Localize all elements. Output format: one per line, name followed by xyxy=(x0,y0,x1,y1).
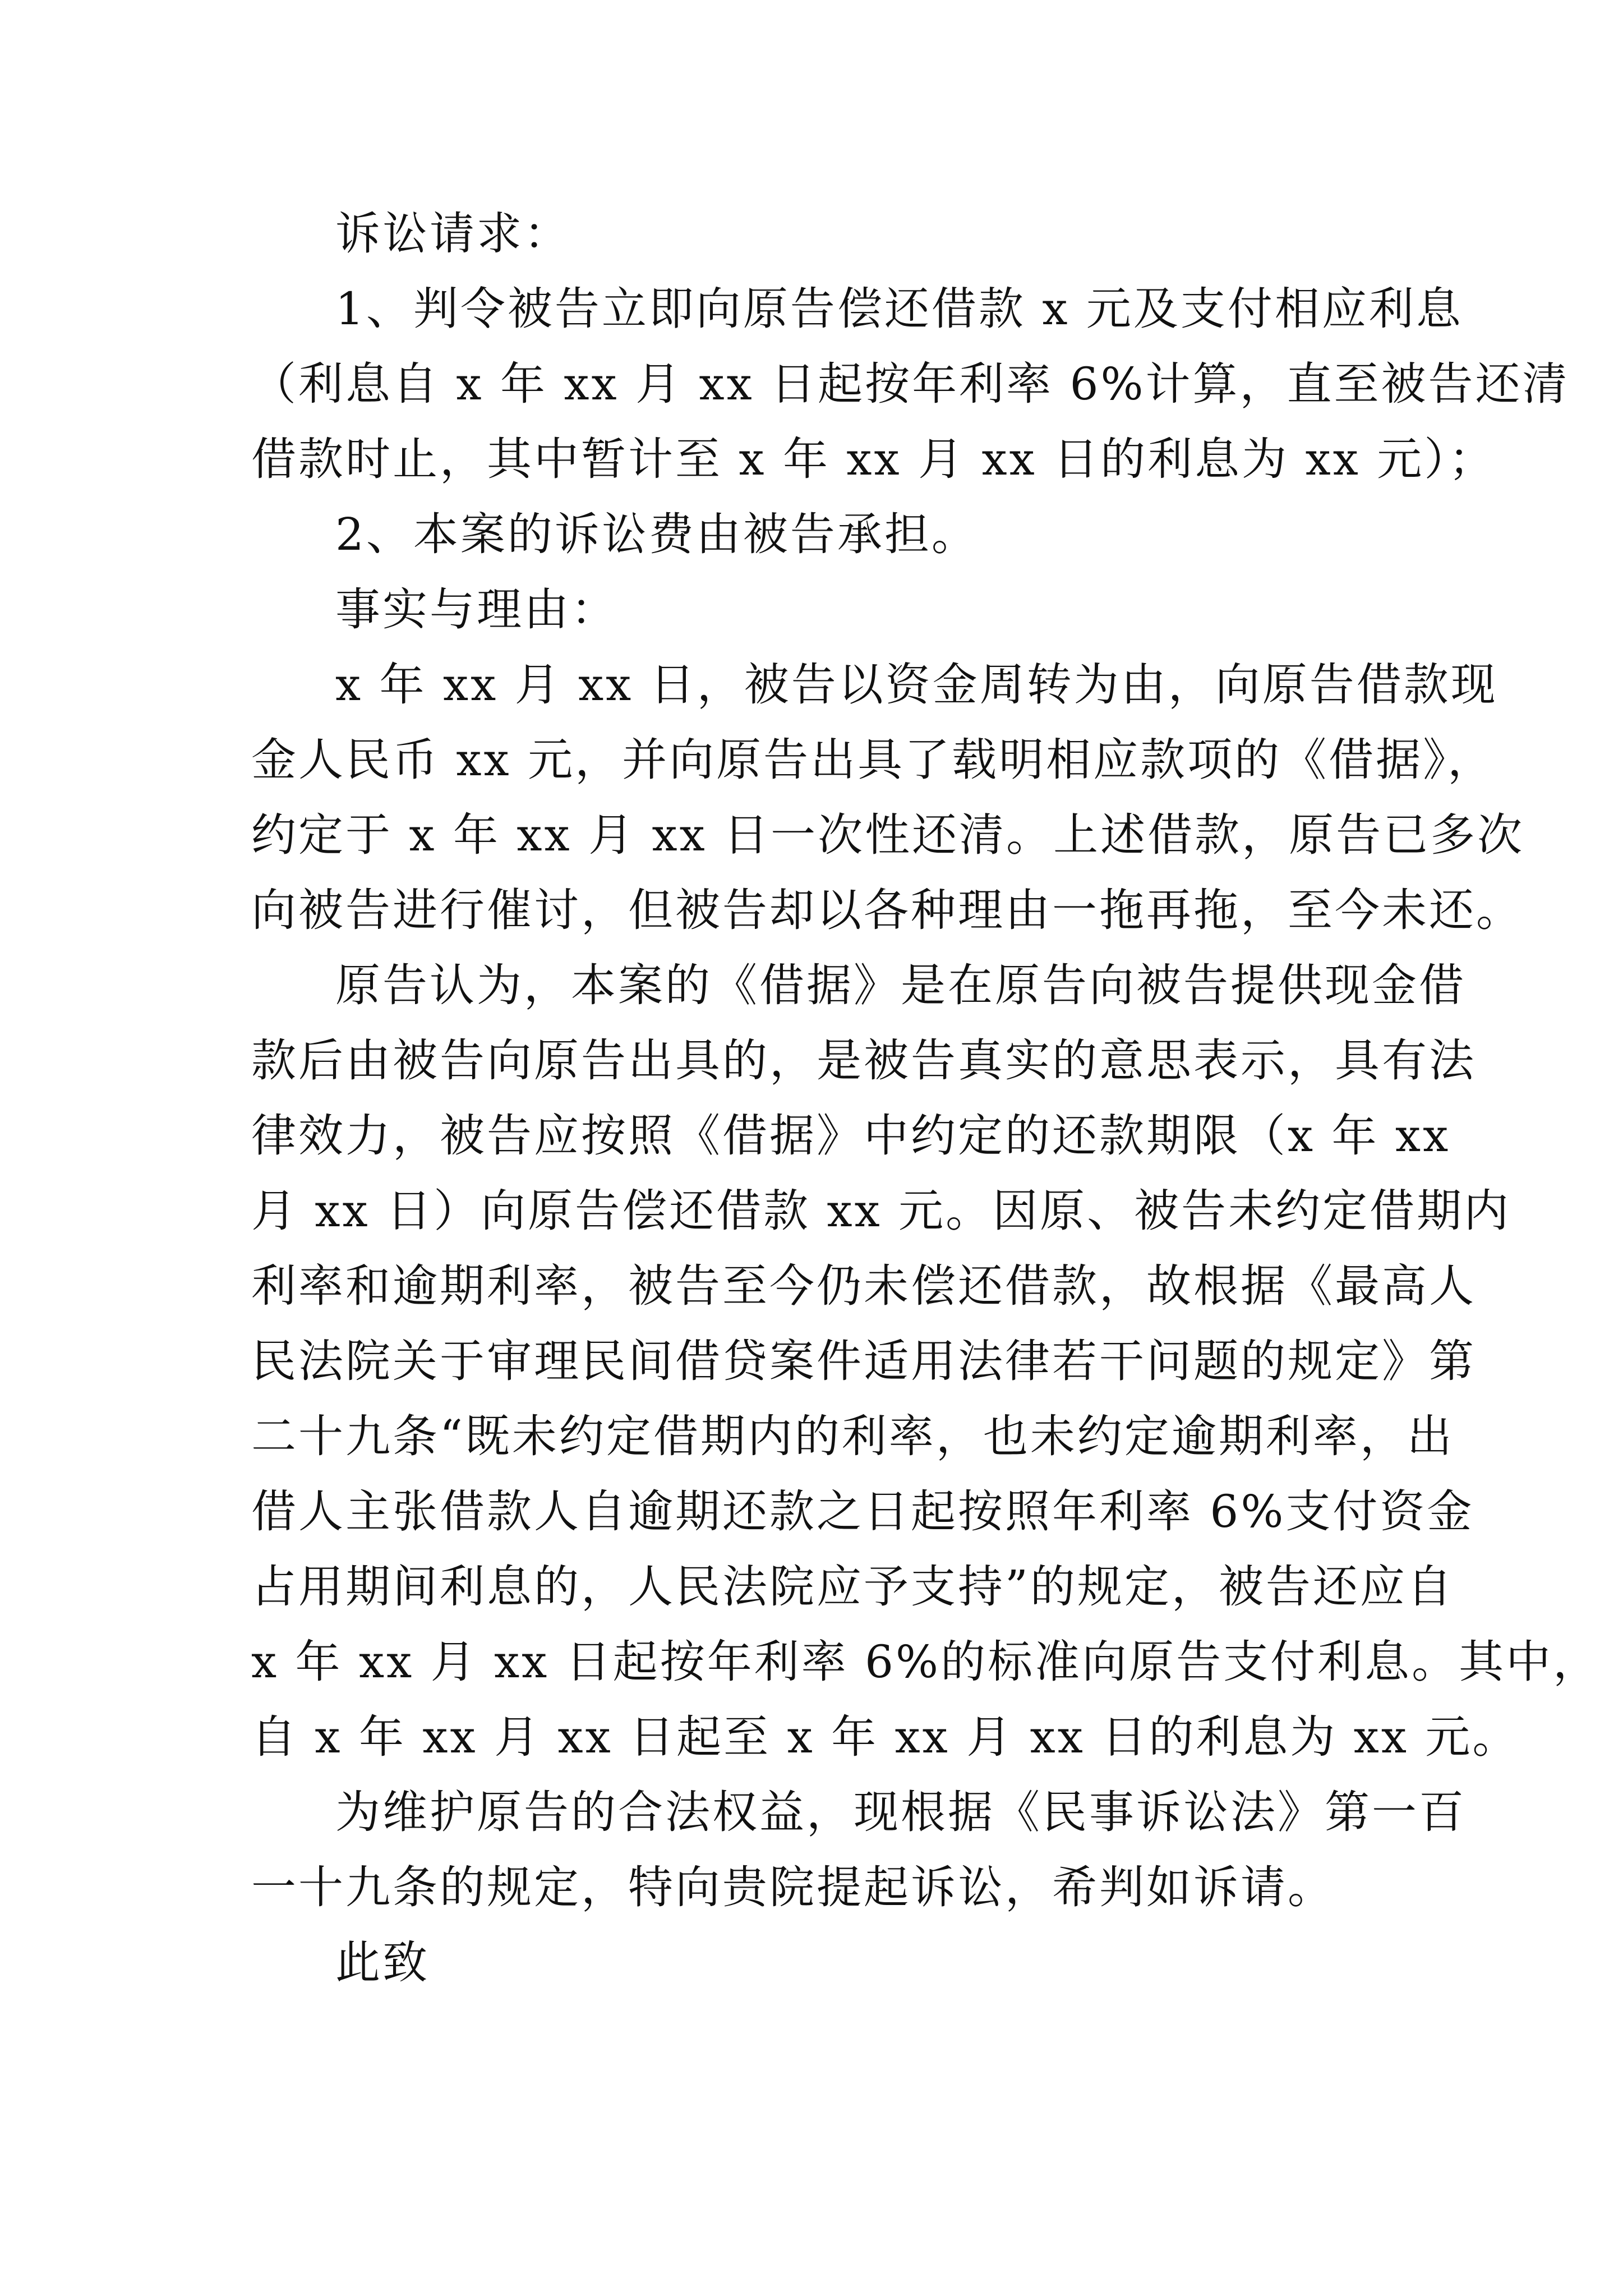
closing-paragraph xyxy=(251,1925,1373,2000)
reasoning-line-9: 占用期间利息的，人民法院应予支持”的规定，被告还应自 xyxy=(251,1561,1454,1613)
closing-salutation: 此致 xyxy=(335,1936,430,1989)
facts-line-1: x 年 xx 月 xx 日，被告以资金周转为由，向原告借款现 xyxy=(335,659,1498,711)
claims-heading-paragraph xyxy=(251,196,1373,272)
claim-1-paragraph xyxy=(251,272,1570,497)
conclusion-paragraph xyxy=(251,1775,1466,1925)
claims-heading: 诉讼请求： xyxy=(335,208,571,260)
document-body xyxy=(251,196,1601,2000)
reasoning-line-3: 律效力，被告应按照《借据》中约定的还款期限（x 年 xx xyxy=(251,1110,1451,1162)
facts-heading: 事实与理由： xyxy=(335,583,618,636)
claim-2-line-1: 2、本案的诉讼费由被告承担。 xyxy=(335,508,979,560)
facts-line-3: 约定于 x 年 xx 月 xx 日一次性还清。上述借款，原告已多次 xyxy=(251,809,1525,861)
facts-heading-paragraph xyxy=(251,572,1373,647)
reasoning-paragraph xyxy=(251,948,1601,1775)
facts-line-4: 向被告进行催讨，但被告却以各种理由一拖再拖，至今未还。 xyxy=(251,884,1523,936)
claim-1-line-1: 1、判令被告立即向原告偿还借款 x 元及支付相应利息 xyxy=(335,283,1463,335)
reasoning-line-7: 二十九条“既未约定借期内的利率，也未约定逾期利率，出 xyxy=(251,1410,1454,1462)
claim-1-line-3: 借款时止，其中暂计至 x 年 xx 月 xx 日的利息为 xx 元）； xyxy=(251,433,1496,485)
reasoning-line-10: x 年 xx 月 xx 日起按年利率 6%的标准向原告支付利息。其中， xyxy=(251,1636,1601,1688)
facts-paragraph xyxy=(251,647,1525,948)
conclusion-line-1: 为维护原告的合法权益，现根据《民事诉讼法》第一百 xyxy=(335,1786,1466,1838)
reasoning-line-2: 款后由被告向原告出具的，是被告真实的意思表示，具有法 xyxy=(251,1034,1476,1087)
reasoning-line-8: 借人主张借款人自逾期还款之日起按照年利率 6%支付资金 xyxy=(251,1485,1474,1538)
reasoning-line-6: 民法院关于审理民间借贷案件适用法律若干问题的规定》第 xyxy=(251,1335,1476,1387)
reasoning-line-11: 自 x 年 xx 月 xx 日起至 x 年 xx 月 xx 日的利息为 xx 元。 xyxy=(251,1711,1520,1763)
conclusion-line-2: 一十九条的规定，特向贵院提起诉讼，希判如诉请。 xyxy=(251,1861,1335,1913)
claim-2-paragraph xyxy=(251,497,1373,572)
claim-1-line-2: （利息自 x 年 xx 月 xx 日起按年利率 6%计算，直至被告还清 xyxy=(251,358,1570,410)
reasoning-line-4: 月 xx 日）向原告偿还借款 xx 元。因原、被告未约定借期内 xyxy=(251,1185,1511,1237)
facts-line-2: 金人民币 xx 元，并向原告出具了载明相应款项的《借据》， xyxy=(251,734,1495,786)
reasoning-line-5: 利率和逾期利率，被告至今仍未偿还借款，故根据《最高人 xyxy=(251,1260,1476,1312)
reasoning-line-1: 原告认为，本案的《借据》是在原告向被告提供现金借 xyxy=(335,959,1466,1011)
